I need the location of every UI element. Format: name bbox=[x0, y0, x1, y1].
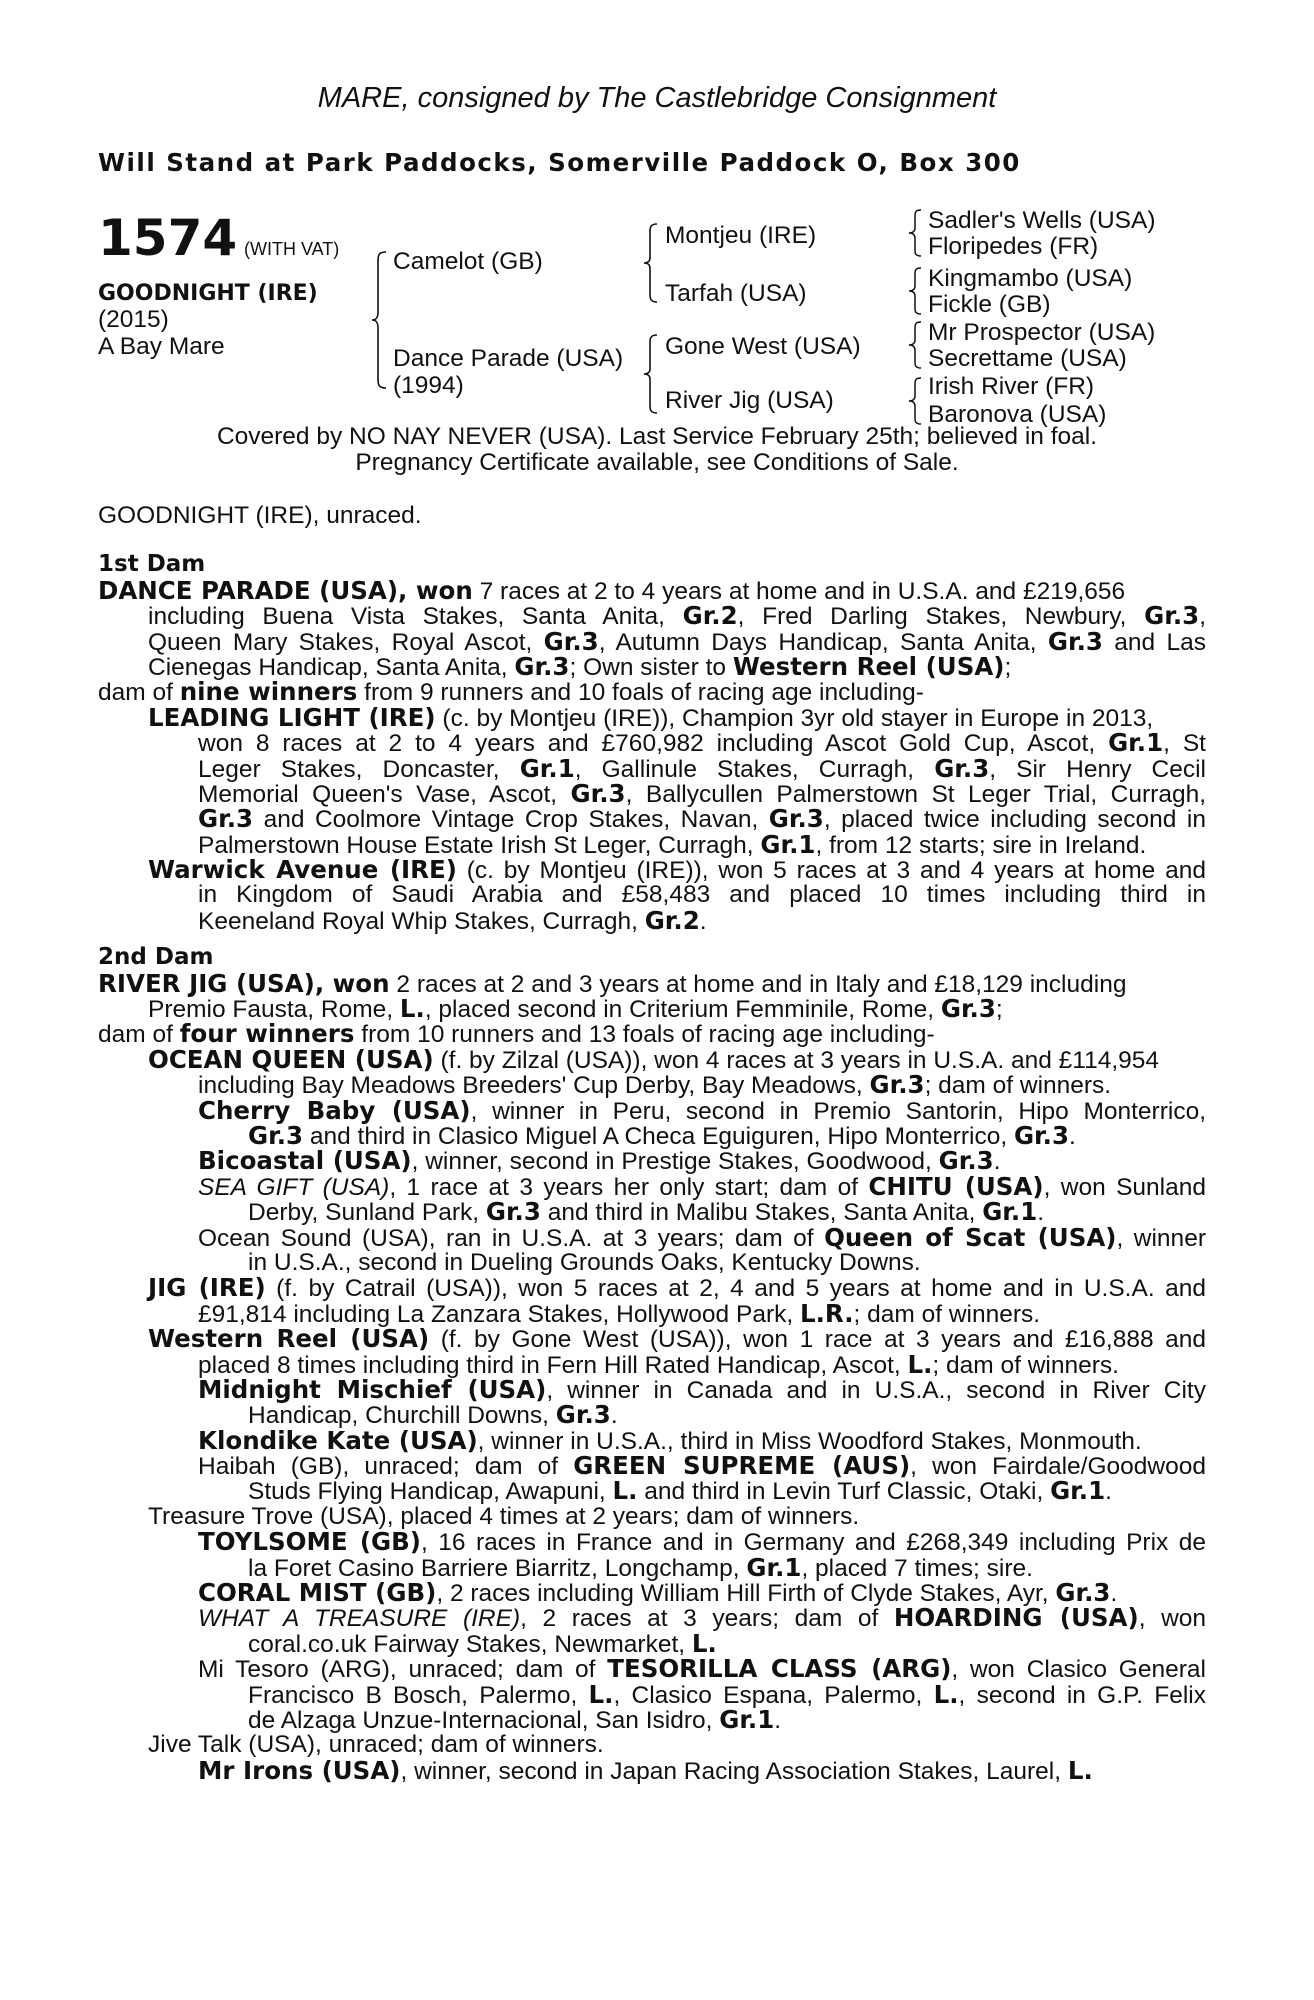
leading-light-line-1: LEADING LIGHT (IRE) (c. by Montjeu (IRE)), Champion 3yr old stayer in Europe in 2013, bbox=[148, 702, 1154, 732]
first-dam-header: 1st Dam bbox=[98, 551, 206, 578]
jig-line-1: JIG (IRE) (f. by Catrail (USA)), won 5 races at 2, 4 and 5 years at home and in U.S.A. and bbox=[148, 1273, 1206, 1303]
coral-mist-line-1: CORAL MIST (GB), 2 races including William Hill Firth of Clyde Stakes, Ayr, Gr.3. bbox=[198, 1578, 1118, 1608]
gen3-7: Irish River (FR) bbox=[928, 373, 1095, 400]
gen3-5: Mr Prospector (USA) bbox=[928, 319, 1156, 346]
horse-description: A Bay Mare bbox=[98, 333, 225, 360]
lot-number: 1574 bbox=[98, 209, 238, 267]
consignment-line: MARE, consigned by The Castlebridge Consignment bbox=[317, 82, 997, 114]
dam-year: (1994) bbox=[393, 372, 464, 399]
sea-gift-line-1: SEA GIFT (USA), 1 race at 3 years her only start; dam of CHITU (USA), won Sunland bbox=[198, 1171, 1206, 1201]
jig-line-2: £91,814 including La Zanzara Stakes, Hollywood Park, L.R.; dam of winners. bbox=[198, 1298, 1041, 1328]
horse-name: GOODNIGHT (IRE) bbox=[98, 281, 318, 306]
toylsome-line-1: TOYLSOME (GB), 16 races in France and in Germany and £268,349 including Prix de bbox=[198, 1527, 1206, 1557]
cherry-baby-line-2: Gr.3 and third in Clasico Miguel A Checa Eguiguren, Hipo Monterrico, Gr.3. bbox=[248, 1120, 1076, 1150]
covering-line-2: Pregnancy Certificate available, see Conditions of Sale. bbox=[355, 449, 959, 476]
ocean-queen-line-1: OCEAN QUEEN (USA) (f. by Zilzal (USA)), won 4 races at 3 years in U.S.A. and £114,954 bbox=[148, 1044, 1160, 1074]
pedigree-brace-sire bbox=[642, 222, 660, 304]
second-dam-header: 2nd Dam bbox=[98, 944, 214, 971]
gen3-8: Baronova (USA) bbox=[928, 401, 1107, 428]
pedigree-brace-g4 bbox=[906, 376, 924, 426]
sea-gift-line-2: Derby, Sunland Park, Gr.3 and third in Malibu Stakes, Santa Anita, Gr.1. bbox=[248, 1197, 1045, 1227]
gen3-2: Floripedes (FR) bbox=[928, 233, 1099, 260]
haibah-line-2: Studs Flying Handicap, Awapuni, L. and third in Levin Turf Classic, Otaki, Gr.1. bbox=[248, 1476, 1112, 1506]
lot-number-block bbox=[98, 209, 340, 267]
ocean-sound-line-2: in U.S.A., second in Dueling Grounds Oaks, Kentucky Downs. bbox=[248, 1248, 921, 1276]
western-reel-line-1: Western Reel (USA) (f. by Gone West (USA)), won 1 race at 3 years and £16,888 and bbox=[148, 1324, 1207, 1354]
what-a-treasure-line-1: WHAT A TREASURE (IRE), 2 races at 3 years; dam of HOARDING (USA), won bbox=[198, 1603, 1207, 1633]
treasure-trove-line-1: Treasure Trove (USA), placed 4 times at 2 years; dam of winners. bbox=[148, 1502, 860, 1530]
leading-light-line-3: Leger Stakes, Doncaster, Gr.1, Gallinule Stakes, Curragh, Gr.3, Sir Henry Cecil bbox=[198, 753, 1207, 783]
ocean-queen-line-2: including Bay Meadows Breeders' Cup Derby, Bay Meadows, Gr.3; dam of winners. bbox=[198, 1070, 1112, 1100]
catalogue-body bbox=[98, 503, 1206, 1783]
dam: Dance Parade (USA) bbox=[393, 345, 624, 372]
leading-light-line-6: Palmerstown House Estate Irish St Leger, Curragh, Gr.1, from 12 starts; sire in Ireland. bbox=[198, 829, 1147, 859]
klondike-kate-line-1: Klondike Kate (USA), winner in U.S.A., third in Miss Woodford Stakes, Monmouth. bbox=[198, 1425, 1142, 1455]
second-dam-line-3: dam of four winners from 10 runners and 13 foals of racing age including- bbox=[98, 1019, 935, 1049]
cherry-baby-line-1: Cherry Baby (USA), winner in Peru, second in Premio Santorin, Hipo Monterrico, bbox=[198, 1095, 1206, 1125]
first-dam-line-3: Queen Mary Stakes, Royal Ascot, Gr.3, Autumn Days Handicap, Santa Anita, Gr.3 and Las bbox=[148, 626, 1206, 656]
pedigree-brace-main bbox=[370, 250, 390, 390]
stand-location: Will Stand at Park Paddocks, Somerville Paddock O, Box 300 bbox=[98, 148, 1021, 177]
sire-dam: Tarfah (USA) bbox=[665, 280, 807, 307]
second-dam-line-1: RIVER JIG (USA), won 2 races at 2 and 3 years at home and in Italy and £18,129 including bbox=[98, 968, 1127, 998]
gen3-4: Fickle (GB) bbox=[928, 291, 1051, 318]
vat-note: (WITH VAT) bbox=[243, 239, 340, 259]
first-dam-line-1: DANCE PARADE (USA), won 7 races at 2 to 4 years at home and in U.S.A. and £219,656 bbox=[98, 575, 1126, 605]
haibah-line-1: Haibah (GB), unraced; dam of GREEN SUPREME (AUS), won Fairdale/Goodwood bbox=[198, 1451, 1206, 1481]
pedigree-brace-dam bbox=[642, 333, 660, 415]
western-reel-line-2: placed 8 times including third in Fern Hill Rated Handicap, Ascot, L.; dam of winners. bbox=[198, 1349, 1119, 1379]
first-dam-line-4: Cienegas Handicap, Santa Anita, Gr.3; Own sister to Western Reel (USA); bbox=[148, 651, 1012, 681]
covering-line-1: Covered by NO NAY NEVER (USA). Last Service February 25th; believed in foal. bbox=[216, 423, 1098, 450]
gen3-3: Kingmambo (USA) bbox=[928, 265, 1133, 292]
pedigree-brace-g1 bbox=[906, 208, 924, 258]
gen3-6: Secrettame (USA) bbox=[928, 345, 1127, 372]
midnight-mischief-line-1: Midnight Mischief (USA), winner in Canada and in U.S.A., second in River City bbox=[198, 1374, 1206, 1404]
leading-light-line-4: Memorial Queen's Vase, Ascot, Gr.3, Ballycullen Palmerstown St Leger Trial, Curragh, bbox=[198, 778, 1206, 808]
midnight-mischief-line-2: Handicap, Churchill Downs, Gr.3. bbox=[248, 1400, 618, 1430]
mi-tesoro-line-1: Mi Tesoro (ARG), unraced; dam of TESORILLA CLASS (ARG), won Clasico General bbox=[198, 1654, 1206, 1684]
warwick-avenue-line-2: in Kingdom of Saudi Arabia and £58,483 and placed 10 times including third in bbox=[198, 881, 1206, 909]
gen3-1: Sadler's Wells (USA) bbox=[928, 207, 1156, 234]
unraced-line: GOODNIGHT (IRE), unraced. bbox=[98, 502, 422, 529]
jive-talk-line-1: Jive Talk (USA), unraced; dam of winners. bbox=[148, 1731, 604, 1759]
dam-sire: Gone West (USA) bbox=[665, 333, 861, 360]
sire: Camelot (GB) bbox=[393, 248, 543, 275]
warwick-avenue-line-3: Keeneland Royal Whip Stakes, Curragh, Gr.2. bbox=[198, 905, 707, 935]
covering-note bbox=[0, 424, 1314, 476]
what-a-treasure-line-2: coral.co.uk Fairway Stakes, Newmarket, L. bbox=[248, 1628, 717, 1658]
dam-dam: River Jig (USA) bbox=[665, 387, 834, 414]
mr-irons-line-1: Mr Irons (USA), winner, second in Japan Racing Association Stakes, Laurel, L. bbox=[198, 1755, 1093, 1785]
mi-tesoro-line-3: de Alzaga Unzue-Internacional, San Isidro, Gr.1. bbox=[248, 1704, 782, 1734]
pedigree-brace-g2 bbox=[906, 266, 924, 316]
toylsome-line-2: la Foret Casino Barriere Biarritz, Longchamp, Gr.1, placed 7 times; sire. bbox=[248, 1552, 1033, 1582]
ocean-sound-line-1: Ocean Sound (USA), ran in U.S.A. at 3 years; dam of Queen of Scat (USA), winner bbox=[198, 1222, 1206, 1252]
bicoastal-line-1: Bicoastal (USA), winner, second in Prestige Stakes, Goodwood, Gr.3. bbox=[198, 1146, 1001, 1176]
first-dam-line-2: including Buena Vista Stakes, Santa Anita, Gr.2, Fred Darling Stakes, Newbury, Gr.3, bbox=[148, 601, 1207, 631]
warwick-avenue-line-1: Warwick Avenue (IRE) (c. by Montjeu (IRE)), won 5 races at 3 and 4 years at home and bbox=[148, 855, 1206, 885]
sire-sire: Montjeu (IRE) bbox=[665, 222, 817, 249]
first-dam-line-5: dam of nine winners from 9 runners and 10 foals of racing age including- bbox=[98, 677, 924, 707]
second-dam-line-2: Premio Fausta, Rome, L., placed second in Criterium Femminile, Rome, Gr.3; bbox=[148, 994, 1003, 1024]
leading-light-line-5: Gr.3 and Coolmore Vintage Crop Stakes, Navan, Gr.3, placed twice including second in bbox=[198, 804, 1206, 834]
mi-tesoro-line-2: Francisco B Bosch, Palermo, L., Clasico Espana, Palermo, L., second in G.P. Felix bbox=[248, 1679, 1207, 1709]
foaling-year: (2015) bbox=[98, 306, 169, 333]
leading-light-line-2: won 8 races at 2 to 4 years and £760,982 including Ascot Gold Cup, Ascot, Gr.1, St bbox=[198, 728, 1206, 758]
pedigree-brace-g3 bbox=[906, 320, 924, 370]
